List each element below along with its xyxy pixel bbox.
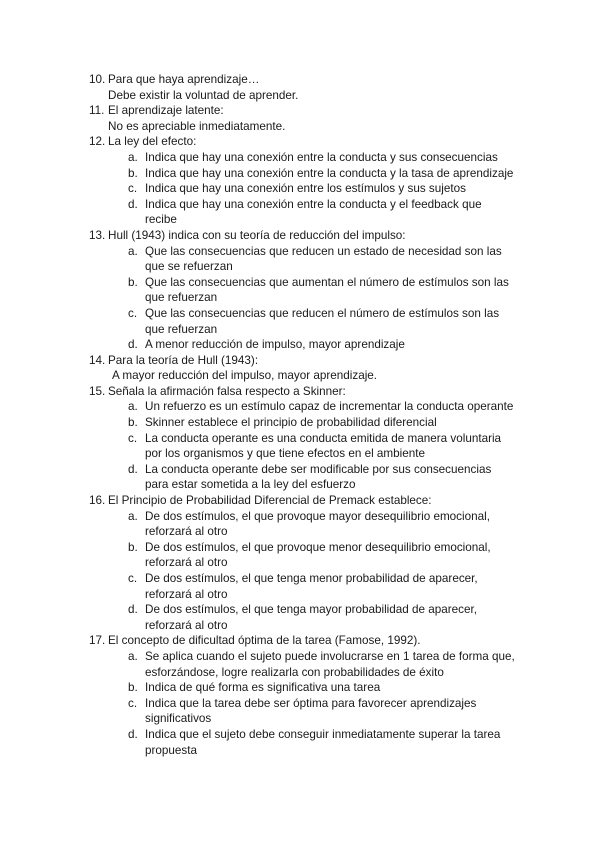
option-letter: c. [128,431,138,445]
question-text: Hull (1943) indica con su teoría de reducción del impulso: [108,228,406,242]
option-letter: c. [128,306,138,320]
option-13b [0,275,515,306]
option-17d [0,727,515,758]
option-letter: b. [128,681,138,695]
option-letter: a. [128,244,138,258]
option-letter: d. [128,197,138,211]
option-12a [0,150,515,166]
question-text: Para que haya aprendizaje… [108,73,260,86]
question-number: 16. [89,494,106,508]
option-text: De dos estímulos, el que tenga mayor probabilidad de aparecer, reforzará al otro [145,603,477,632]
option-text: Que las consecuencias que aumentan el número de estímulos son las que refuerzan [145,275,509,305]
option-16a [0,509,515,540]
question-number: 15. [89,384,106,398]
option-letter: c. [128,182,138,196]
option-text: Indica que hay una conexión entre los estímulos y sus sujetos [145,182,466,196]
question-text: El aprendizaje latente: [108,104,224,118]
option-text: Indica que hay una conexión entre la conducta y el feedback que recibe [145,197,482,227]
answer-14: A mayor reducción del impulso, mayor aprendizaje. [112,369,378,383]
option-text: Indica que hay una conexión entre la conducta y sus consecuencias [145,150,498,164]
option-13d [0,337,515,353]
option-text: A menor reducción de impulso, mayor aprendizaje [145,338,405,352]
question-number: 17. [89,634,106,648]
option-letter: b. [128,166,138,180]
question-11 [0,103,528,119]
option-text: La conducta operante es una conducta emitida de manera voluntaria por los organismos y que tiene efectos en el ambiente [145,431,502,461]
option-text: Indica que la tarea debe ser óptima para favorecer aprendizajes significativos [145,696,477,726]
option-letter: a. [128,509,138,523]
option-12d [0,197,515,228]
option-text: Que las consecuencias que reducen un estado de necesidad son las que se refuerzan [145,244,502,274]
option-15a [0,399,515,415]
option-text: Que las consecuencias que reducen el número de estímulos son las que refuerzan [145,306,500,336]
answer-10: Debe existir la voluntad de aprender. [108,88,299,102]
option-17c [0,696,515,727]
answer-11: No es apreciable inmediatamente. [108,119,286,133]
option-text: Indica de qué forma es significativa una tarea [145,681,381,695]
option-15d [0,462,515,493]
option-letter: a. [128,150,138,164]
option-16d [0,602,515,633]
option-text: Skinner establece el principio de probabilidad diferencial [145,416,437,430]
question-text: El concepto de dificultad óptima de la tarea (Famose, 1992). [108,634,421,648]
option-letter: d. [128,462,138,476]
option-text: Indica que hay una conexión entre la conducta y la tasa de aprendizaje [145,166,514,180]
option-12b [0,166,515,182]
question-15 [0,384,528,400]
question-number: 14. [89,353,106,367]
option-letter: d. [128,338,138,352]
option-text: Indica que el sujeto debe conseguir inmediatamente superar la tarea propuesta [145,727,501,757]
option-text: De dos estímulos, el que provoque menor desequilibrio emocional, reforzará al otro [145,540,491,570]
option-text: De dos estímulos, el que tenga menor probabilidad de aparecer, reforzará al otro [145,572,478,601]
option-text: La conducta operante debe ser modificable por sus consecuencias para estar sometida a la ley del esfuerzo [145,462,492,492]
question-text: Señala la afirmación falsa respecto a Skinner: [108,384,346,398]
question-text: Para la teoría de Hull (1943): [108,353,259,367]
question-text: La ley del efecto: [108,135,197,149]
question-16 [0,493,528,509]
option-letter: c. [128,696,138,710]
option-13c [0,306,515,337]
option-17a [0,649,515,680]
option-letter: a. [128,649,138,663]
option-text: De dos estímulos, el que provoque mayor desequilibrio emocional, reforzará al otro [145,509,490,539]
option-17b [0,680,515,696]
question-10 [0,72,528,88]
option-letter: b. [128,540,138,554]
question-number: 13. [89,228,106,242]
option-16c [0,571,515,602]
question-13 [0,228,528,244]
option-letter: a. [128,400,138,414]
option-15b [0,415,515,431]
option-letter: d. [128,603,138,617]
option-letter: b. [128,416,138,430]
question-number: 11. [89,104,105,118]
question-text: El Principio de Probabilidad Diferencial de Premack establece: [108,494,432,508]
question-12 [0,134,528,150]
question-17 [0,633,528,649]
option-12c [0,181,515,197]
option-16b [0,540,515,571]
question-number: 12. [89,135,106,149]
option-text: Un refuerzo es un estímulo capaz de incrementar la conducta operante [145,400,514,414]
question-list [0,72,600,758]
option-letter: d. [128,727,138,741]
option-text: Se aplica cuando el sujeto puede involucrarse en 1 tarea de forma que, esforzándose, logre realizarla con probabilidades de éxito [145,649,515,679]
option-15c [0,431,515,462]
option-letter: b. [128,275,138,289]
question-14 [0,353,528,369]
option-letter: c. [128,572,138,585]
question-number: 10. [89,73,106,86]
option-13a [0,244,515,275]
